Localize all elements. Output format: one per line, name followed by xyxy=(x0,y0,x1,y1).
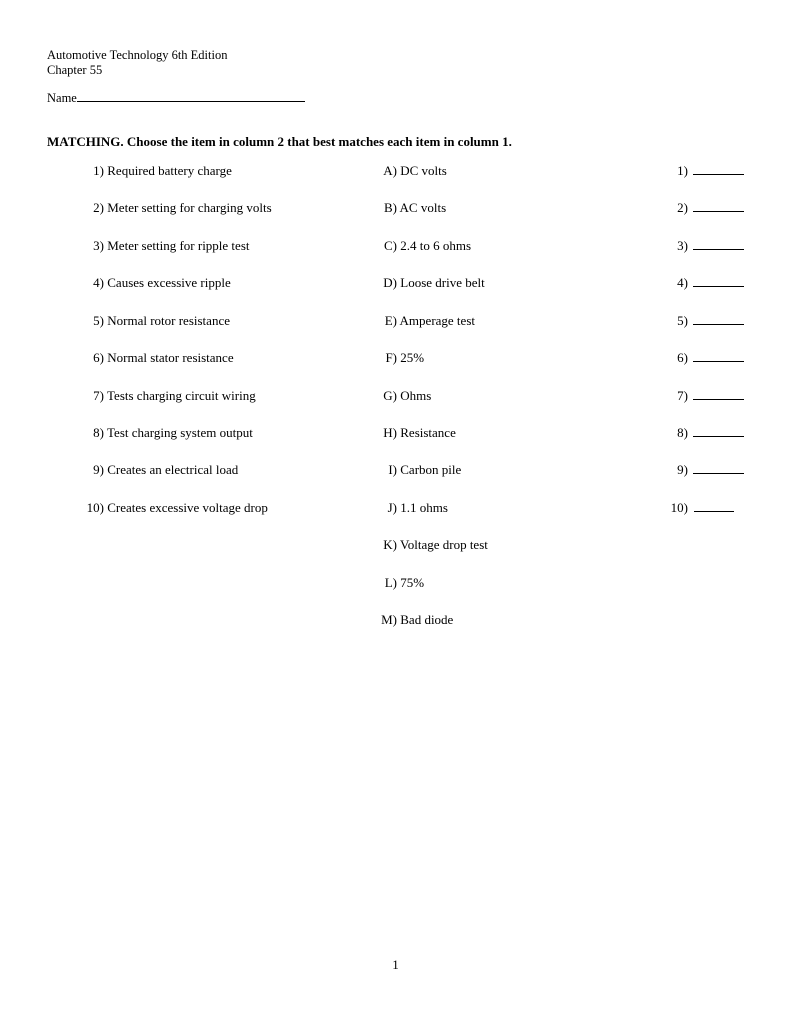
item-number: 7) xyxy=(93,388,104,403)
item-number: 2) xyxy=(93,200,104,215)
item-text: 1.1 ohms xyxy=(400,500,448,515)
item-number: 10) xyxy=(86,500,104,515)
column1-item xyxy=(60,237,300,255)
item-text: Tests charging circuit wiring xyxy=(107,388,256,403)
answer-slot xyxy=(640,312,746,330)
answer-slot xyxy=(640,274,746,292)
answer-number: 9) xyxy=(677,462,688,477)
column2-item xyxy=(355,536,575,554)
item-text: 75% xyxy=(400,575,425,590)
item-number: 8) xyxy=(93,425,104,440)
matching-row xyxy=(0,237,791,255)
answer-slot xyxy=(640,499,746,517)
item-text: Ohms xyxy=(400,388,432,403)
item-letter: D) xyxy=(383,275,397,290)
column2-item xyxy=(355,162,575,180)
item-text: Resistance xyxy=(400,425,456,440)
answer-slot xyxy=(640,237,746,255)
column1-item xyxy=(60,499,300,517)
item-text: Voltage drop test xyxy=(400,537,488,552)
item-text: Meter setting for ripple test xyxy=(107,238,250,253)
column2-item xyxy=(355,424,575,442)
column1-item xyxy=(60,387,300,405)
column2-item xyxy=(355,274,575,292)
matching-row xyxy=(0,387,791,405)
item-text: 25% xyxy=(400,350,425,365)
answer-slot xyxy=(640,461,746,479)
answer-blank[interactable] xyxy=(693,162,744,175)
column2-item xyxy=(355,237,575,255)
name-row xyxy=(47,89,305,106)
column1-item xyxy=(60,424,300,442)
answer-number: 1) xyxy=(677,163,688,178)
item-letter: A) xyxy=(383,163,397,178)
answer-number: 8) xyxy=(677,425,688,440)
item-text: Creates an electrical load xyxy=(107,462,239,477)
answer-number: 4) xyxy=(677,275,688,290)
chapter-label: Chapter 55 xyxy=(47,63,103,77)
page-number: 1 xyxy=(392,957,399,972)
item-text: Amperage test xyxy=(399,313,475,328)
matching-row xyxy=(0,349,791,367)
item-letter: C) xyxy=(384,238,397,253)
item-number: 1) xyxy=(93,163,104,178)
matching-row xyxy=(0,499,791,517)
answer-blank[interactable] xyxy=(693,199,744,212)
matching-row xyxy=(0,461,791,479)
answer-number: 6) xyxy=(677,350,688,365)
answer-blank[interactable] xyxy=(693,237,744,250)
answer-blank[interactable] xyxy=(693,274,744,287)
answer-slot xyxy=(640,349,746,367)
item-text: Causes excessive ripple xyxy=(107,275,231,290)
item-text: Required battery charge xyxy=(107,163,232,178)
column2-item xyxy=(355,199,575,217)
item-text: AC volts xyxy=(399,200,447,215)
item-letter: B) xyxy=(384,200,397,215)
answer-number: 3) xyxy=(677,238,688,253)
column2-item xyxy=(355,499,575,517)
answer-number: 5) xyxy=(677,313,688,328)
item-letter: J) xyxy=(387,500,397,515)
item-text: Normal rotor resistance xyxy=(107,313,230,328)
item-text: Normal stator resistance xyxy=(107,350,234,365)
matching-row xyxy=(0,162,791,180)
item-number: 3) xyxy=(93,238,104,253)
column1-item xyxy=(60,274,300,292)
column2-item xyxy=(355,349,575,367)
answer-blank[interactable] xyxy=(693,424,744,437)
column1-item xyxy=(60,312,300,330)
column2-item xyxy=(355,312,575,330)
column1-item xyxy=(60,461,300,479)
matching-row xyxy=(0,312,791,330)
answer-slot xyxy=(640,162,746,180)
item-text: Carbon pile xyxy=(400,462,462,477)
column1-item xyxy=(60,199,300,217)
item-letter: K) xyxy=(383,537,397,552)
column2-item xyxy=(355,387,575,405)
item-letter: E) xyxy=(384,313,397,328)
item-number: 5) xyxy=(93,313,104,328)
answer-number: 10) xyxy=(670,500,688,515)
item-text: Test charging system output xyxy=(107,425,253,440)
column2-item xyxy=(355,461,575,479)
matching-row xyxy=(0,199,791,217)
item-letter: F) xyxy=(385,350,397,365)
item-text: DC volts xyxy=(400,163,447,178)
matching-row xyxy=(0,574,791,592)
answer-number: 2) xyxy=(677,200,688,215)
item-text: Bad diode xyxy=(400,612,454,627)
answer-blank[interactable] xyxy=(693,461,744,474)
column1-item xyxy=(60,162,300,180)
answer-blank[interactable] xyxy=(693,312,744,325)
answer-slot xyxy=(640,387,746,405)
answer-number: 7) xyxy=(677,388,688,403)
item-letter: L) xyxy=(384,575,397,590)
answer-blank[interactable] xyxy=(694,499,734,512)
item-text: Meter setting for charging volts xyxy=(107,200,272,215)
column2-item xyxy=(355,574,575,592)
item-text: 2.4 to 6 ohms xyxy=(400,238,472,253)
answer-blank[interactable] xyxy=(693,387,744,400)
item-letter: M) xyxy=(381,612,397,627)
name-label: Name xyxy=(47,91,77,105)
column1-item xyxy=(60,349,300,367)
item-text: Loose drive belt xyxy=(400,275,485,290)
matching-row xyxy=(0,536,791,554)
item-letter: H) xyxy=(383,425,397,440)
answer-slot xyxy=(640,199,746,217)
answer-slot xyxy=(640,424,746,442)
matching-row xyxy=(0,611,791,629)
answer-blank[interactable] xyxy=(693,349,744,362)
matching-row xyxy=(0,424,791,442)
matching-instructions: MATCHING. Choose the item in column 2 that best matches each item in column 1. xyxy=(47,134,512,149)
item-number: 4) xyxy=(93,275,104,290)
item-letter: I) xyxy=(388,462,397,477)
item-number: 9) xyxy=(93,462,104,477)
item-number: 6) xyxy=(93,350,104,365)
book-title: Automotive Technology 6th Edition xyxy=(47,48,228,62)
name-blank-line[interactable] xyxy=(77,89,305,102)
item-letter: G) xyxy=(383,388,397,403)
item-text: Creates excessive voltage drop xyxy=(107,500,268,515)
column2-item xyxy=(355,611,575,629)
matching-row xyxy=(0,274,791,292)
